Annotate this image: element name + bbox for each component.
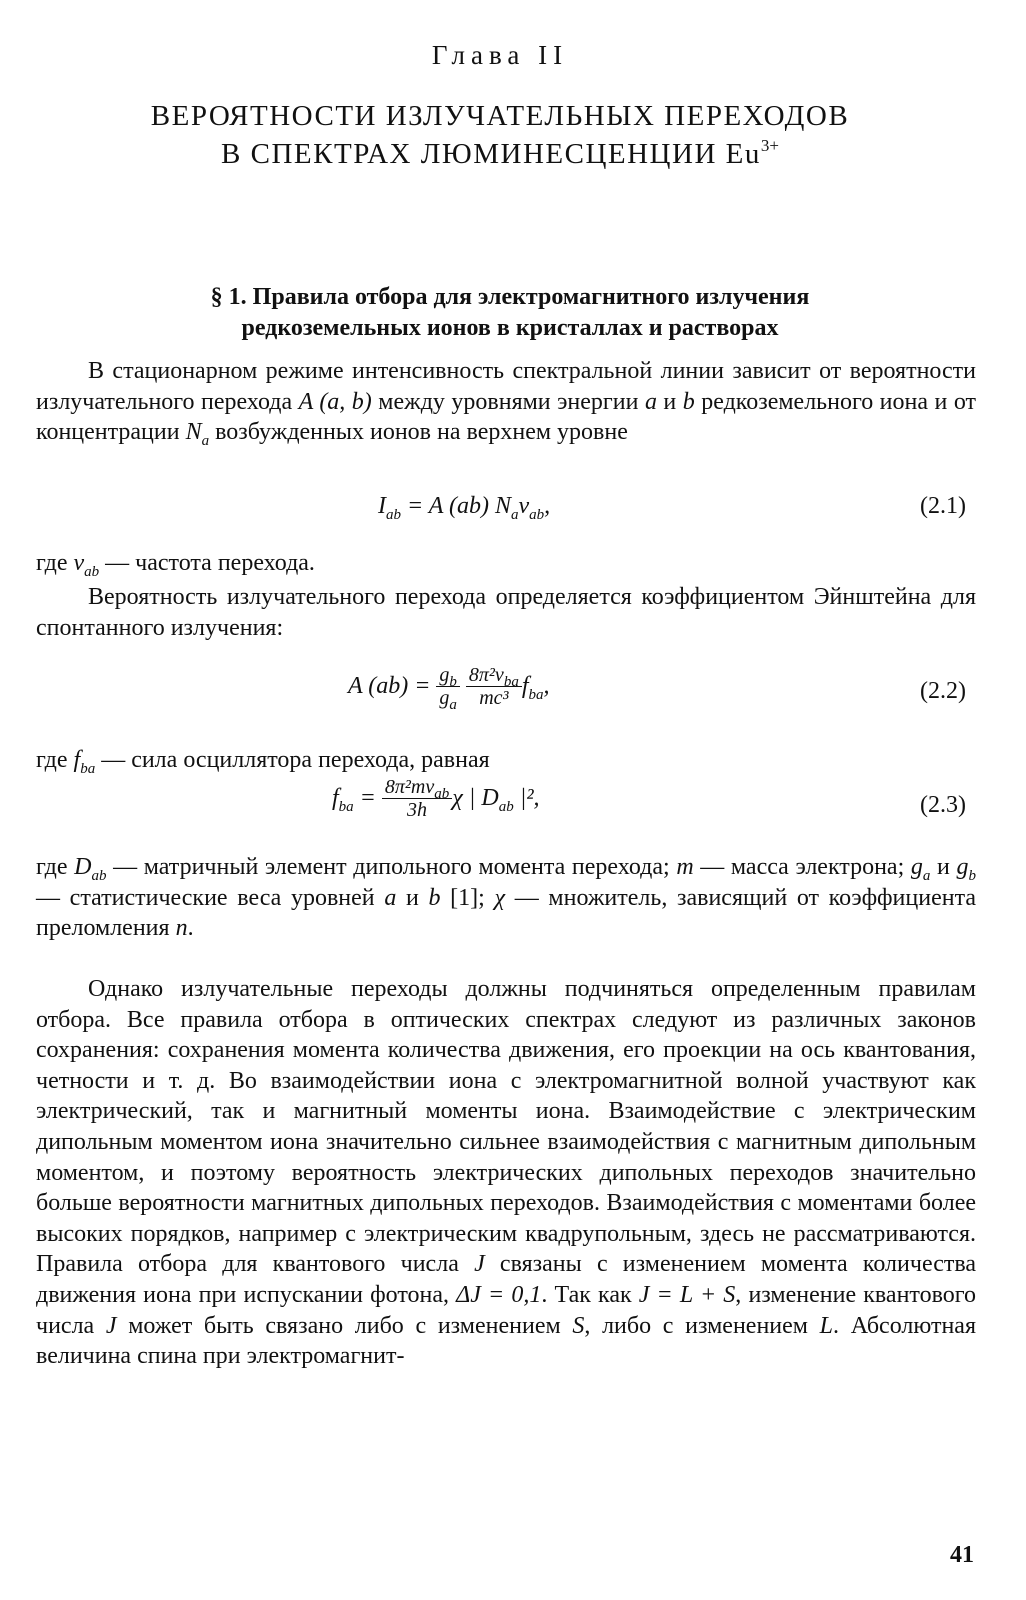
paragraph-selection-rules: Однако излучательные переходы должны подчиняться определенным правилам отбора. Все правила отбора в оптических спектрах следуют из различных законов сохранения: сохранения момента количества движения, его проекции на ось квантования, четности и т. д. Во взаимодействии иона с электромагнитной волной участвуют как электрический, так и магнитный моменты иона. Взаимодействие с электрическим дипольным моментом иона значительно сильнее взаимодействия с магнитным дипольным моментом, и поэтому вероятность электрических дипольных переходов значительно больше вероятности магнитных дипольных переходов. Взаимодействия с моментами более высоких порядков, например с электрическим квадрупольным, здесь не рассматриваются. Правила отбора для квантового числа J связаны с изменением момента количества движения иона при испускании фотона, ΔJ = 0,1. Так как J = L + S, изменение квантового числа J может быть связано либо с изменением S, либо с изменением L. Абсолютная величина спина при электромагнит- [36,976,976,1370]
paragraph-oscillator: где $f_{ba}$ — сила осциллятора перехода, равная [36,747,490,777]
chapter-title-line1: ВЕРОЯТНОСТИ ИЗЛУЧАТЕЛЬНЫХ ПЕРЕХОДОВ [150,100,850,132]
paragraph-nu-definition: где $\nu_{ab}$ — частота перехода. [36,550,315,580]
paragraph-einstein: Вероятность излучательного перехода определяется коэффициентом Эйнштейна для спонтанного излучения: [36,584,976,641]
section-heading-line1: § 1. Правила отбора для электромагнитного излучения [210,284,810,310]
chapter-title-line2: В СПЕКТРАХ ЛЮМИНЕСЦЕНЦИИ $Eu^{3+}$ [221,136,779,170]
equation-number: (2.1) [920,493,966,519]
equation-2-2: A (ab) = $\frac{g_b}{g_a}$ $\frac{8\pi^2\nu_{ba}}{\text{mc³}}$ $f_{ba}$, (2.2) [348,664,966,713]
chapter-title [0,97,1000,173]
paragraph-intro: В стационарном режиме интенсивность спектральной линии зависит от вероятности излучательного перехода A (a, b) между уровнями энергии a и b редкоземельного иона и от концентрации $N_a$ возбужденных ионов на верхнем уровне [36,358,977,449]
section-heading-line2: редкоземельных ионов в кристаллах и растворах [241,315,779,341]
section-heading [60,282,960,344]
page-number: 41 [950,1542,974,1568]
chapter-label: Глава II [431,40,569,70]
equation-number: (2.2) [920,678,966,704]
fraction-8pi2m: $\frac{8\pi^2m\nu_{ab}}{3h}$ [382,776,452,821]
equation-2-3: $f_{ba}$ = $\frac{8\pi^2m\nu_{ab}}{3h}$ χ | $D_{ab}$ |², (2.3) [332,776,966,821]
paragraph-definitions: где $D_{ab}$ — матричный элемент дипольного момента перехода; m — масса электрона; $g_a$ и $g_b$ — статистические веса уровней a и b [1]; χ — множитель, зависящий от коэффициента преломления n. [36,854,976,942]
fraction-g: $\frac{g_b}{g_a}$ [436,664,460,709]
fraction-8pi2: $\frac{8\pi^2\nu_{ba}}{\text{mc³}}$ [466,664,522,709]
equation-number: (2.3) [920,792,966,818]
equation-2-1: $I_{ab} = A$ (ab) $N_a\nu_{ab}$, (2.1) [378,493,966,523]
